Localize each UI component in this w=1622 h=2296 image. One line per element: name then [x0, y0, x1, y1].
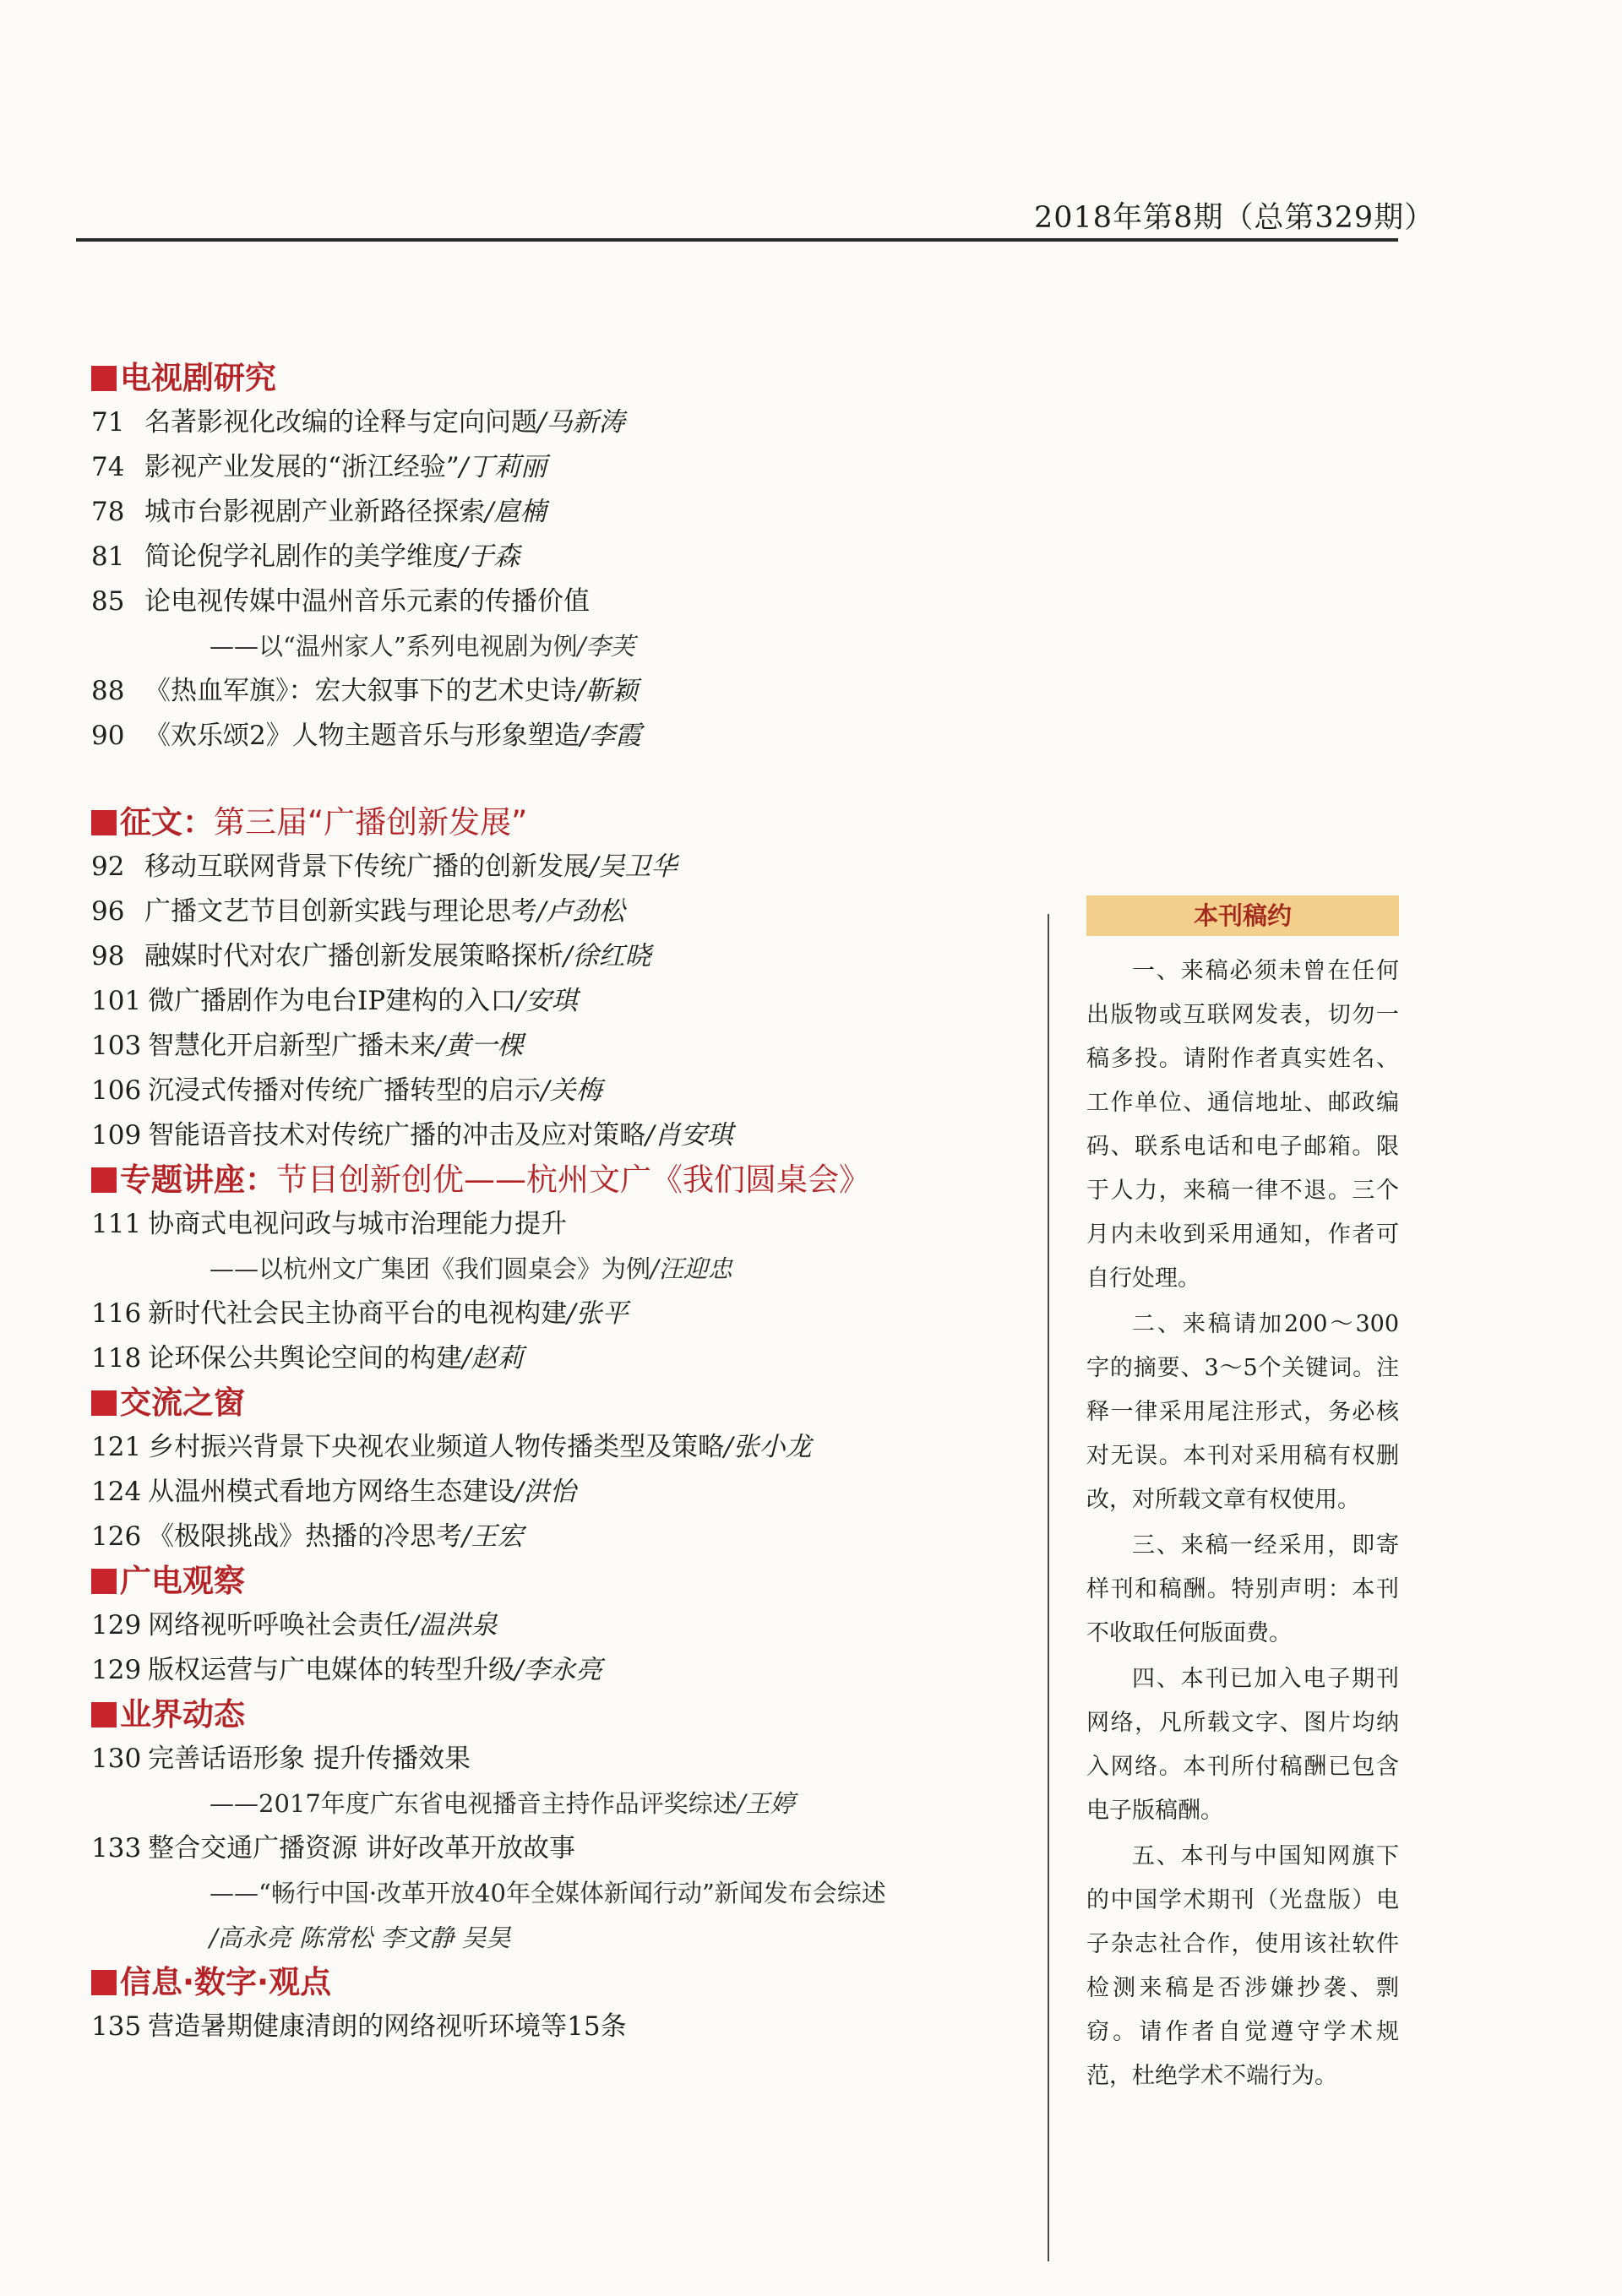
column-divider	[1048, 914, 1049, 2261]
entry-title: 移动互联网背景下传统广播的创新发展	[144, 851, 590, 882]
toc-entry	[91, 535, 1037, 579]
entry-author: /赵莉	[462, 1343, 524, 1374]
entry-title: 营造暑期健康清朗的网络视听环境等15条	[148, 2011, 627, 2042]
page-number: 74	[91, 452, 125, 482]
entry-title: 论电视传媒中温州音乐元素的传播价值	[144, 586, 590, 617]
entry-title: 微广播剧作为电台IP建构的入口	[148, 986, 517, 1016]
entry-title: 智能语音技术对传统广播的冲击及应对策略	[148, 1120, 646, 1151]
entry-author: /吴卫华	[590, 851, 678, 882]
notice-title: 本刊稿约	[1086, 895, 1399, 936]
section-heading	[91, 356, 1037, 400]
section-title: 电视剧研究	[120, 360, 276, 396]
page-number: 135	[91, 2011, 142, 2042]
section-title: 信息·数字·观点	[120, 1964, 332, 2000]
entry-author: /徐红晓	[563, 941, 651, 971]
toc-entry-subtitle	[91, 1916, 1037, 1961]
entry-author: /黄一棵	[436, 1031, 524, 1061]
entry-title: 从温州模式看地方网络生态建设	[148, 1477, 515, 1507]
toc-entry	[91, 1202, 1037, 1247]
toc-entry	[91, 1648, 1037, 1693]
toc-entry	[91, 1024, 1037, 1069]
entry-title: 名著影视化改编的诠释与定向问题	[144, 407, 537, 438]
entry-title: 沉浸式传播对传统广播转型的启示	[148, 1075, 542, 1106]
entry-title: 版权运营与广电媒体的转型升级	[148, 1655, 515, 1685]
entry-title: 影视产业发展的“浙江经验”	[144, 452, 460, 482]
section-marker-icon	[91, 1702, 117, 1727]
notice-body	[1086, 949, 1399, 2098]
table-of-contents	[91, 356, 1037, 2049]
entry-author: /扈楠	[485, 497, 547, 527]
page-number: 71	[91, 407, 125, 438]
section-separator: ：	[182, 804, 214, 841]
toc-entry	[91, 1425, 1037, 1470]
entry-author: /李芙	[577, 632, 635, 661]
page-number: 126	[91, 1521, 142, 1552]
section-separator: ：	[245, 1162, 276, 1198]
section-subtitle: 节目创新创优——杭州文广《我们圆桌会》	[276, 1162, 870, 1198]
toc-entry	[91, 845, 1037, 890]
toc-entry	[91, 714, 1037, 759]
toc-entry	[91, 934, 1037, 979]
page-number: 96	[91, 896, 125, 927]
entry-author: /靳颖	[576, 676, 638, 706]
toc-entry	[91, 445, 1037, 490]
page-number: 129	[91, 1655, 142, 1685]
entry-title: 简论倪学礼剧作的美学维度	[144, 541, 459, 572]
section-marker-icon	[91, 1970, 117, 1995]
section-heading	[91, 1158, 1037, 1202]
entry-title: 《欢乐颂2》人物主题音乐与形象塑造	[144, 721, 580, 751]
page-number: 92	[91, 851, 125, 882]
entry-author: /洪怡	[514, 1477, 576, 1507]
notice-paragraph: 二、来稿请加200～300字的摘要、3～5个关键词。注释一律采用尾注形式，务必核对无误。本刊对采用稿有权删改，对所载文章有权使用。	[1086, 1311, 1399, 1513]
section-gap	[91, 759, 1037, 801]
page-number: 85	[91, 586, 125, 617]
section-title: 专题讲座	[120, 1162, 245, 1198]
toc-entry	[91, 1470, 1037, 1515]
section-heading	[91, 1381, 1037, 1425]
issue-header: 2018年第8期（总第329期）	[1034, 201, 1435, 235]
page-number: 101	[91, 986, 142, 1016]
page-number: 111	[91, 1209, 142, 1239]
toc-entry	[91, 1737, 1037, 1782]
entry-title: ——“畅行中国·改革开放40年全媒体新闻行动”新闻发布会综述	[210, 1879, 886, 1907]
page-number: 130	[91, 1744, 142, 1774]
entry-author: /马新涛	[537, 407, 625, 438]
page-number: 116	[91, 1298, 142, 1329]
section-heading	[91, 1559, 1037, 1603]
toc-entry	[91, 1515, 1037, 1559]
toc-entry	[91, 579, 1037, 624]
entry-author: /温洪泉	[410, 1610, 498, 1640]
header-rule	[76, 238, 1398, 242]
toc-entry-subtitle	[91, 624, 1037, 669]
page-number: 88	[91, 676, 125, 706]
entry-author: /丁莉丽	[459, 452, 547, 482]
toc-entry	[91, 1292, 1037, 1336]
entry-title: ——以“温州家人”系列电视剧为例	[210, 632, 578, 661]
notice-paragraph: 三、来稿一经采用，即寄样刊和稿酬。特别声明：本刊不收取任何版面费。	[1086, 1532, 1399, 1646]
entry-title: ——以杭州文广集团《我们圆桌会》为例	[210, 1254, 651, 1283]
section-title: 交流之窗	[120, 1385, 245, 1421]
toc-entry-subtitle	[91, 1782, 1037, 1826]
entry-title: 融媒时代对农广播创新发展策略探析	[144, 941, 563, 971]
entry-author: /王宏	[462, 1521, 524, 1552]
entry-title: 乡村振兴背景下央视农业频道人物传播类型及策略	[148, 1432, 725, 1462]
section-title: 业界动态	[120, 1696, 245, 1733]
entry-title: ——2017年度广东省电视播音主持作品评奖综述	[210, 1789, 738, 1818]
page-number: 78	[91, 497, 125, 527]
section-marker-icon	[91, 366, 117, 391]
section-marker-icon	[91, 1167, 117, 1193]
entry-author: /于森	[459, 541, 520, 572]
entry-title: 协商式电视问政与城市治理能力提升	[148, 1209, 568, 1239]
section-title: 广电观察	[120, 1563, 245, 1599]
toc-entry	[91, 669, 1037, 714]
toc-entry	[91, 400, 1037, 445]
page-number: 81	[91, 541, 125, 572]
entry-title: 整合交通广播资源 讲好改革开放故事	[148, 1833, 576, 1863]
toc-entry	[91, 490, 1037, 535]
page-number: 133	[91, 1833, 142, 1863]
toc-entry	[91, 979, 1037, 1024]
entry-title: 城市台影视剧产业新路径探索	[144, 497, 485, 527]
page-number: 109	[91, 1120, 142, 1151]
entry-author: /高永亮 陈常松 李文静 吴昊	[210, 1923, 511, 1952]
section-heading	[91, 801, 1037, 845]
section-marker-icon	[91, 1569, 117, 1594]
toc-entry	[91, 1336, 1037, 1381]
toc-entry	[91, 1603, 1037, 1648]
entry-title: 论环保公共舆论空间的构建	[148, 1343, 463, 1374]
entry-author: /李永亮	[514, 1655, 602, 1685]
entry-title: 完善话语形象 提升传播效果	[148, 1744, 471, 1774]
entry-title: 新时代社会民主协商平台的电视构建	[148, 1298, 568, 1329]
toc-entry	[91, 890, 1037, 934]
section-marker-icon	[91, 810, 117, 835]
section-heading	[91, 1961, 1037, 2005]
page-number: 124	[91, 1477, 142, 1507]
page-number: 98	[91, 941, 125, 971]
entry-title: 《热血军旗》：宏大叙事下的艺术史诗	[144, 676, 577, 706]
entry-author: /肖安琪	[645, 1120, 733, 1151]
notice-paragraph: 一、来稿必须未曾在任何出版物或互联网发表，切勿一稿多投。请附作者真实姓名、工作单位、通信地址、邮政编码、联系电话和电子邮箱。限于人力，来稿一律不退。三个月内未收到采用通知，作者可自行处理。	[1086, 958, 1399, 1292]
page-number: 121	[91, 1432, 142, 1462]
section-heading	[91, 1693, 1037, 1737]
toc-entry	[91, 1069, 1037, 1113]
toc-entry-subtitle	[91, 1871, 1037, 1916]
page-number: 129	[91, 1610, 142, 1640]
toc-entry	[91, 1113, 1037, 1158]
notice-paragraph: 五、本刊与中国知网旗下的中国学术期刊（光盘版）电子杂志社合作，使用该社软件检测来稿是否涉嫌抄袭、剽窃。请作者自觉遵守学术规范，杜绝学术不端行为。	[1086, 1843, 1399, 2089]
entry-author: /张小龙	[724, 1432, 812, 1462]
page-number: 106	[91, 1075, 142, 1106]
entry-title: 网络视听呼唤社会责任	[148, 1610, 411, 1640]
toc-entry	[91, 2005, 1037, 2049]
section-title: 征文	[120, 804, 182, 841]
entry-author: /汪迎忠	[650, 1254, 732, 1283]
page-number: 118	[91, 1343, 142, 1374]
toc-entry	[91, 1826, 1037, 1871]
entry-title: 智慧化开启新型广播未来	[148, 1031, 437, 1061]
entry-author: /李霞	[580, 721, 642, 751]
toc-entry-subtitle	[91, 1247, 1037, 1292]
section-marker-icon	[91, 1390, 117, 1416]
entry-author: /卢劲松	[537, 896, 625, 927]
entry-author: /王婷	[737, 1789, 795, 1818]
entry-author: /安琪	[516, 986, 578, 1016]
entry-title: 《极限挑战》热播的冷思考	[148, 1521, 463, 1552]
notice-paragraph: 四、本刊已加入电子期刊网络，凡所载文字、图片均纳入网络。本刊所付稿酬已包含电子版稿酬。	[1086, 1666, 1399, 1824]
page-number: 90	[91, 721, 125, 751]
section-subtitle: 第三届“广播创新发展”	[214, 804, 528, 841]
entry-author: /张平	[567, 1298, 629, 1329]
entry-author: /关梅	[541, 1075, 602, 1106]
page-number: 103	[91, 1031, 142, 1061]
submission-notice	[1086, 895, 1399, 2098]
entry-title: 广播文艺节目创新实践与理论思考	[144, 896, 537, 927]
